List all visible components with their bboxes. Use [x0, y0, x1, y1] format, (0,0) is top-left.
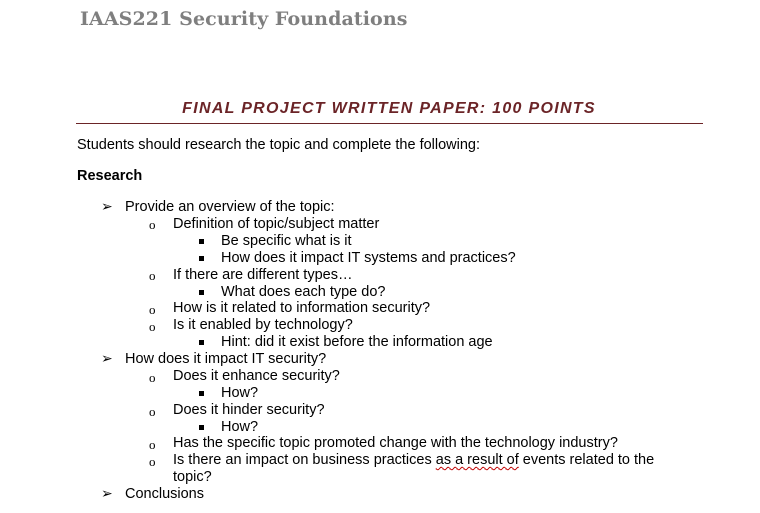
list-item: Be specific what is it — [221, 233, 352, 249]
grammar-flag[interactable]: as a result of — [435, 452, 519, 468]
list-item — [173, 452, 654, 469]
circle-bullet-icon: o — [149, 437, 156, 452]
list-item: Hint: did it exist before the information age — [221, 334, 493, 350]
circle-bullet-icon: o — [149, 370, 156, 385]
section-title: FINAL PROJECT WRITTEN PAPER: 100 POINTS — [182, 100, 596, 117]
square-bullet-icon — [199, 425, 204, 430]
square-bullet-icon — [199, 391, 204, 396]
intro-text: Students should research the topic and complete the following: — [77, 137, 481, 153]
title-rule — [76, 123, 703, 124]
arrow-bullet-icon: ➢ — [101, 200, 113, 215]
research-heading: Research — [77, 168, 143, 184]
list-item: Does it enhance security? — [173, 368, 340, 384]
list-item: If there are different types… — [173, 267, 353, 283]
list-item: What does each type do? — [221, 284, 386, 300]
list-item: Has the specific topic promoted change with the technology industry? — [173, 435, 618, 451]
list-item: How? — [221, 385, 259, 401]
list-item-continuation: topic? — [173, 469, 212, 485]
list-item: Conclusions — [125, 486, 204, 502]
square-bullet-icon — [199, 290, 204, 295]
arrow-bullet-icon: ➢ — [101, 352, 113, 367]
circle-bullet-icon: o — [149, 319, 156, 334]
list-item: How? — [221, 419, 259, 435]
circle-bullet-icon: o — [149, 404, 156, 419]
arrow-bullet-icon: ➢ — [101, 487, 113, 502]
business-text-pre: Is there an impact on business practices — [173, 452, 436, 468]
square-bullet-icon — [199, 256, 204, 261]
circle-bullet-icon: o — [149, 302, 156, 317]
list-item: Is it enabled by technology? — [173, 317, 353, 333]
course-title: IAAS221 Security Foundations — [80, 8, 408, 30]
list-item: Definition of topic/subject matter — [173, 216, 380, 232]
circle-bullet-icon: o — [149, 217, 156, 232]
list-item: Provide an overview of the topic: — [125, 199, 335, 215]
list-item: Does it hinder security? — [173, 402, 325, 418]
list-item: How does it impact IT security? — [125, 351, 327, 367]
list-item: How does it impact IT systems and practices? — [221, 250, 516, 266]
circle-bullet-icon: o — [149, 268, 156, 283]
circle-bullet-icon: o — [149, 454, 156, 469]
list-item: How is it related to information security? — [173, 300, 431, 316]
square-bullet-icon — [199, 239, 204, 244]
square-bullet-icon — [199, 340, 204, 345]
business-text-post: events related to the — [518, 452, 655, 468]
